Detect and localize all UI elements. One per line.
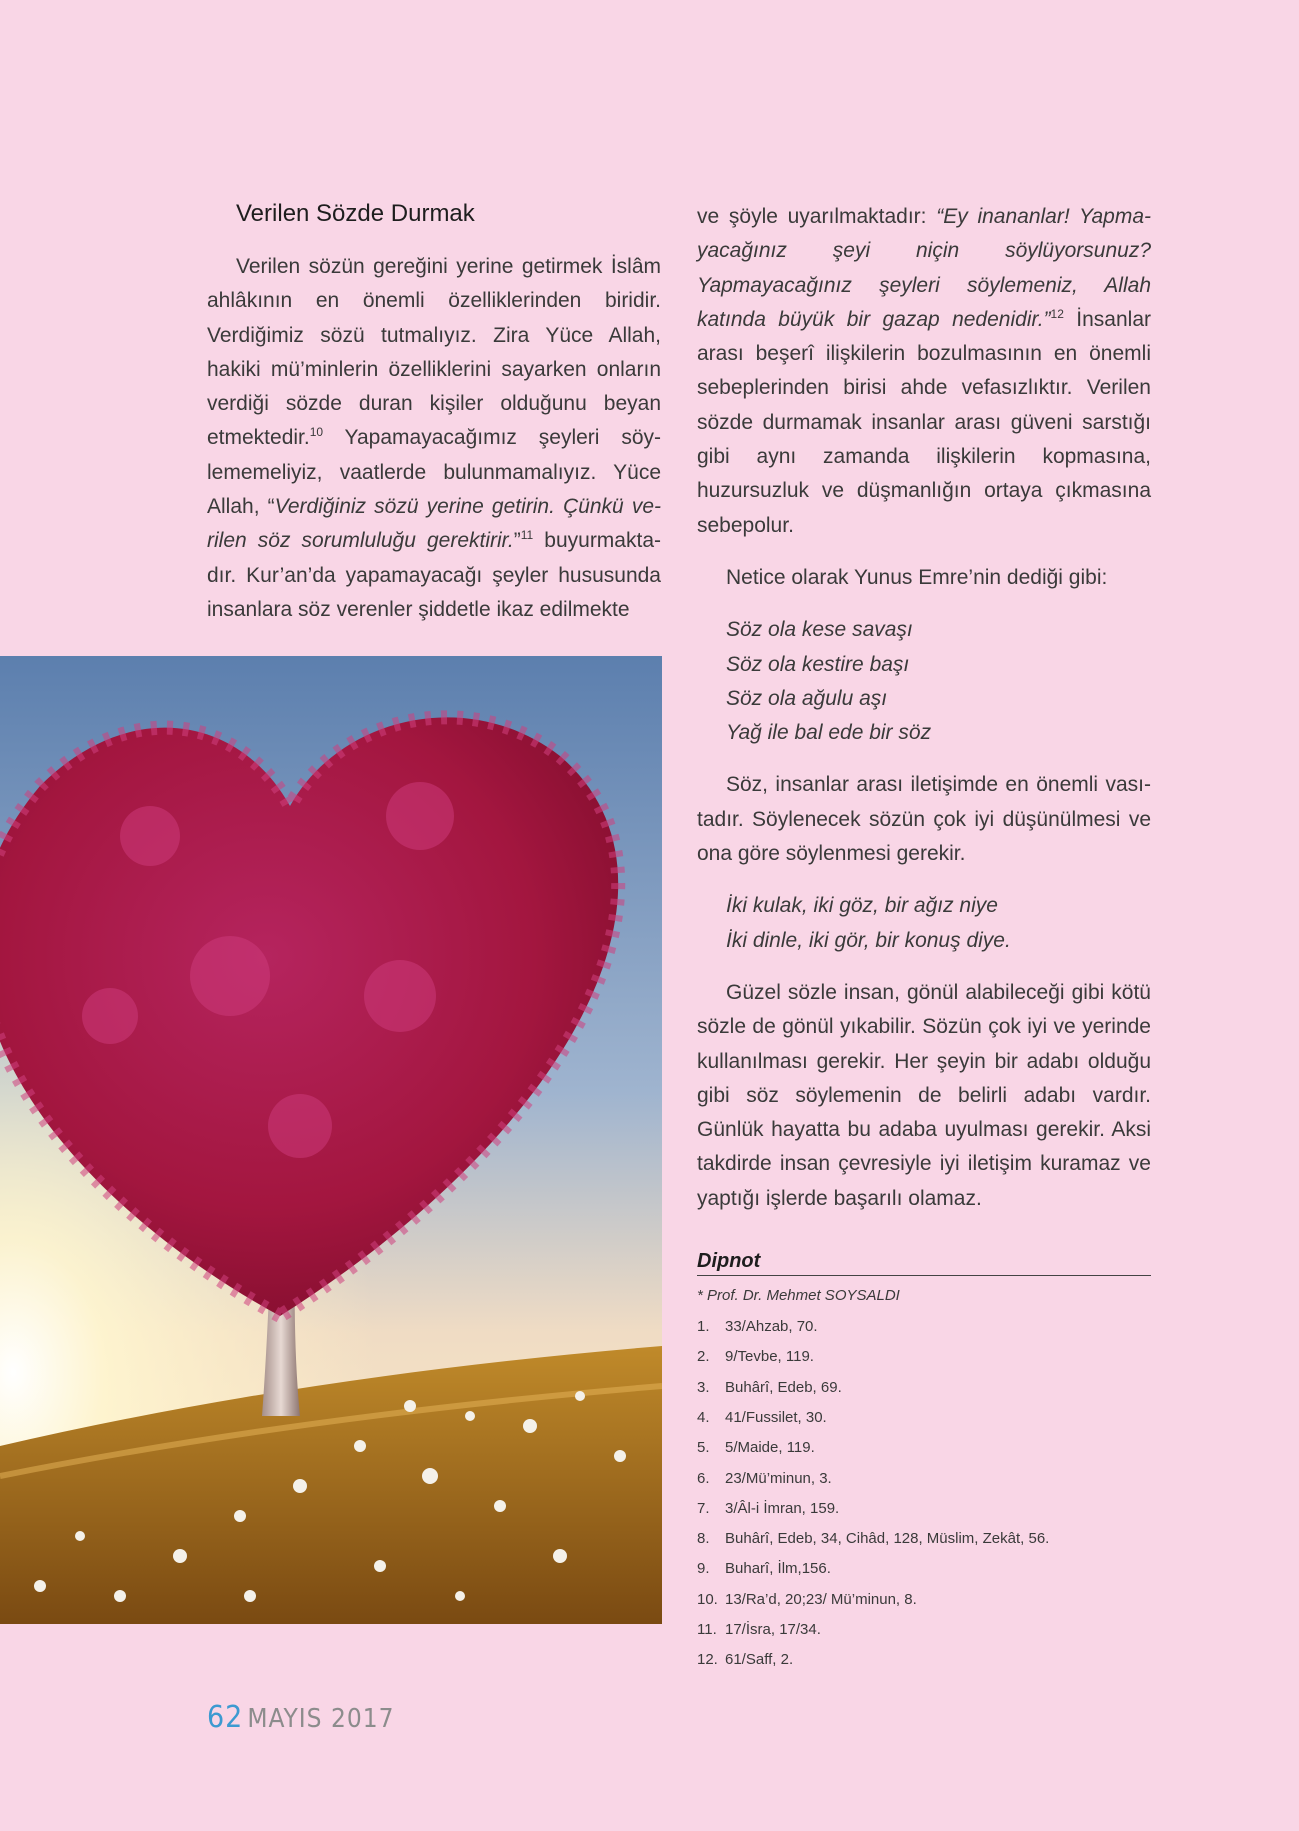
footnote-item: 5. 5/Maide, 119. [697,1439,815,1457]
right-paragraph-1: ve şöyle uyarılmaktadır: “Ey inananlar! Yapmayacağınız şeyi niçin söylüyorsunuz? Yapmayacağınız şeyleri söylemeniz, Allah katında büyük bir gazap nedenidir.”$^{12}$ İnsanlar arası beşerî ilişkilerin bozulmasının en önemli sebeplerinden birisi ahde vefasızlıktır. Verilen sözde durmamak insanlar arası güveni sarstığı gibi aynı zamanda ilişkilerin kopmasına, huzursuzluk ve düşmanlığın ortaya çıkmasına sebepolur. [697,205,1152,537]
footnote-item: 9. Buharî, İlm,156. [697,1560,831,1578]
poem-line: İki dinle, iki gör, bir konuş diye. [726,928,1011,952]
quote-verse: Verdiğiniz sözü yerine getirin. Çünkü verilen söz sorumluluğu gerektirir. [207,495,662,553]
footnote-ref-11[interactable]: 11 [520,528,534,543]
quote-verse-2: “Ey inananlar! Yapmayacağınız şeyi niçin söylüyorsunuz? Yapmayacağınız şeyleri söylemeniz, Allah katında büyük bir gazap nedenidir.” [697,205,1151,331]
footnote-ref-10[interactable]: 10 [309,425,324,440]
footnote-item: 11. 17/İsra, 17/34. [697,1620,821,1638]
issue-date: MAYIS 2017 [247,1704,395,1734]
right-paragraph-2: Netice olarak Yunus Emre’nin dediği gibi: [726,565,1108,589]
footnote-item: 10. 13/Ra’d, 20;23/ Mü’minun, 8. [697,1590,917,1608]
poem-line: Söz ola kese savaşı [726,618,913,642]
poem-line: İki kulak, iki göz, bir ağız niye [726,894,998,918]
footnote-ref-12[interactable]: 12 [1050,306,1064,321]
poem-line: Yağ ile bal ede bir söz [726,721,932,745]
poem-yunus-emre [697,613,1151,750]
footnote-item: 1. 33/Ahzab, 70. [697,1318,818,1336]
heart-tree-illustration [0,656,662,1624]
left-column [207,200,661,627]
heart-tree-photo [0,656,662,1624]
footnote-item: 2. 9/Tevbe, 119. [697,1348,814,1366]
footnote-item: 7. 3/Âl-i İmran, 159. [697,1499,840,1517]
poem-couplet [697,889,1151,958]
section-heading: Verilen Sözde Durmak [236,200,475,227]
page-footer [207,1700,394,1735]
footnote-item: 6. 23/Mü’minun, 3. [697,1469,832,1487]
poem-line: Söz ola ağulu aşı [726,686,888,710]
footnote-item: 4. 41/Fussilet, 30. [697,1408,827,1426]
right-paragraph-4: Güzel sözle insan, gönül alabileceği gibi kötü sözle de gönül yıkabilir. Sözün çok iyi ve yerinde kullanılması gerekir. Her şeyin bir adabı olduğu gibi söz söylemenin de belirli adabı vardır. Günlük hayatta bu adaba uyulması gerekir. Aksi takdirde insan çevresiyle iyi iletişim kuramaz ve yaptığı işlerde başarılı olamaz. [697,980,1151,1210]
footnote-list [697,1312,1151,1676]
page-number: 62 [207,1700,244,1735]
footnote-item: 8. Buhârî, Edeb, 34, Cihâd, 128, Müslim, Zekât, 56. [697,1530,1050,1548]
poem-line: Söz ola kestire başı [726,652,910,676]
footnote-author: * Prof. Dr. Mehmet SOYSALDI [697,1287,900,1305]
left-paragraph: Verilen sözün gereğini yerine getirmek İslâm ahlâkının en önemli özelliklerinden biridir. Verdiğimiz sözü tutmalıyız. Zira Yüce Allah, hakiki mü’minlerin özelliklerini sayarken onların verdiği sözde duran kişiler olduğunu beyan etmektedir.$^{10}$ Yapamayacağımız şeyleri söylememeliyiz, vaatlerde bulunmamalıyız. Yüce Allah, “Verdiğiniz sözü yerine getirin. Çünkü verilen söz sorumluluğu gerektirir.”$^{11}$ buyurmaktadır. Kur’an’da yapamayacağı şeyler hususunda insanlara söz verenler şiddetle ikaz edilmekte [207,255,662,621]
footnote-item: 3. Buhârî, Edeb, 69. [697,1378,842,1396]
footnote-item: 12. 61/Saff, 2. [697,1651,794,1669]
right-paragraph-3: Söz, insanlar arası iletişimde en önemli vasıtadır. Söylenecek sözün çok iyi düşünülmesi ve ona göre söylenmesi gerekir. [697,773,1151,866]
footnotes-title: Dipnot [697,1250,1151,1276]
right-column [697,200,1151,1676]
